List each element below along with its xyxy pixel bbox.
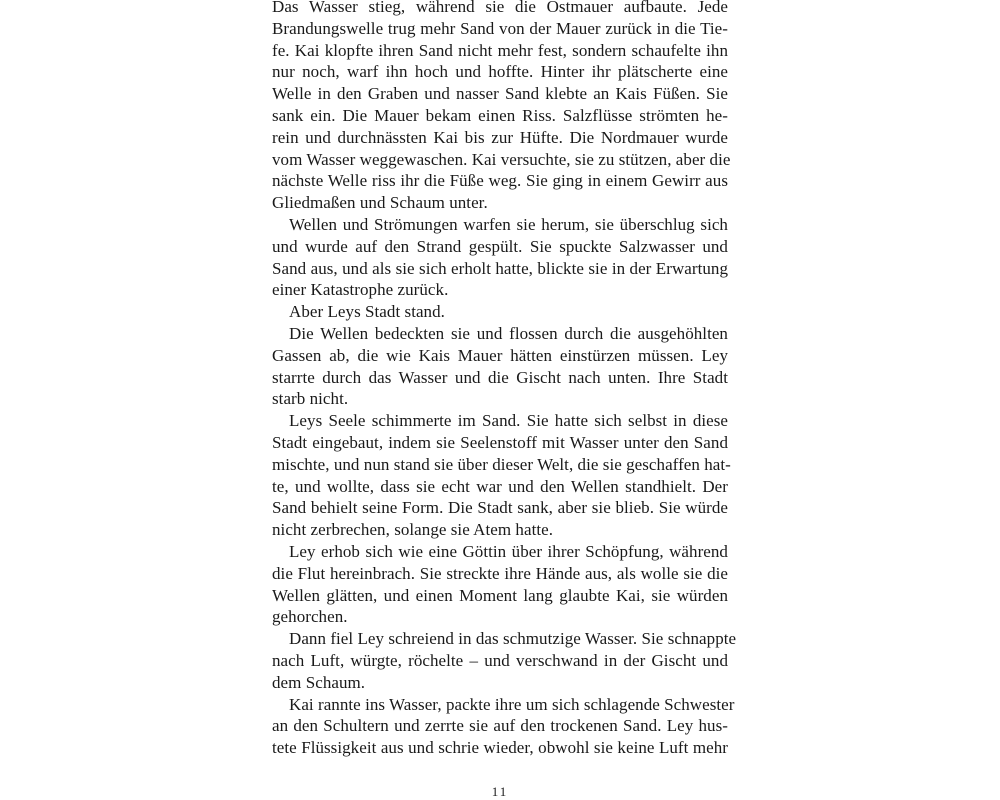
text-line: und wurde auf den Strand gespült. Sie spuckte Salzwasser und <box>272 236 728 256</box>
book-page <box>272 0 737 800</box>
text-line: vom Wasser weggewaschen. Kai versuchte, sie zu stützen, aber die <box>272 149 731 169</box>
text-line: die Flut hereinbrach. Sie streckte ihre Hände aus, als wolle sie die <box>272 563 728 583</box>
text-line: fe. Kai klopfte ihren Sand nicht mehr fest, sondern schaufelte ihn <box>272 40 728 60</box>
text-line: Wellen und Strömungen warfen sie herum, sie überschlug sich <box>289 214 728 234</box>
text-line: Aber Leys Stadt stand. <box>289 302 445 322</box>
text-line: Gassen ab, die wie Kais Mauer hätten einstürzen müssen. Ley <box>272 345 728 365</box>
text-line: Dann fiel Ley schreiend in das schmutzige Wasser. Sie schnappte <box>289 629 737 649</box>
text-line: Gliedmaßen und Schaum unter. <box>272 193 488 213</box>
text-line: Sand behielt seine Form. Die Stadt sank, aber sie blieb. Sie würde <box>272 498 728 518</box>
body-text <box>272 0 737 759</box>
text-line: sank ein. Die Mauer bekam einen Riss. Salzflüsse strömten he- <box>272 105 728 125</box>
text-line: starrte durch das Wasser und die Gischt nach unten. Ihre Stadt <box>272 367 728 387</box>
text-line: Leys Seele schimmerte im Sand. Sie hatte sich selbst in diese <box>289 411 728 431</box>
text-line: Ley erhob sich wie eine Göttin über ihrer Schöpfung, während <box>289 541 728 561</box>
text-line: Stadt eingebaut, indem sie Seelenstoff mit Wasser unter den Sand <box>272 432 728 452</box>
page-number: 11 <box>491 784 509 799</box>
text-line: Brandungswelle trug mehr Sand von der Mauer zurück in die Tie- <box>272 18 728 38</box>
text-line: gehorchen. <box>272 607 348 627</box>
text-line: Wellen glätten, und einen Moment lang glaubte Kai, sie würden <box>272 585 728 605</box>
text-line: tete Flüssigkeit aus und schrie wieder, obwohl sie keine Luft mehr <box>272 738 728 758</box>
text-line: starb nicht. <box>272 389 349 409</box>
text-line: te, und wollte, dass sie echt war und den Wellen standhielt. Der <box>272 476 728 496</box>
text-line: Das Wasser stieg, während sie die Ostmauer aufbaute. Jede <box>272 0 728 16</box>
text-line: an den Schultern und zerrte sie auf den trockenen Sand. Ley hus- <box>272 716 728 736</box>
text-line: mischte, und nun stand sie über dieser Welt, die sie geschaffen hat- <box>272 454 731 474</box>
text-line: nur noch, warf ihn hoch und hoffte. Hinter ihr plätscherte eine <box>272 62 728 82</box>
text-line: Welle in den Graben und nasser Sand klebte an Kais Füßen. Sie <box>272 84 728 104</box>
text-line: dem Schaum. <box>272 672 366 692</box>
text-line: Kai rannte ins Wasser, packte ihre um sich schlagende Schwester <box>289 694 735 714</box>
text-line: Die Wellen bedeckten sie und flossen durch die ausgehöhlten <box>289 323 728 343</box>
text-line: einer Katastrophe zurück. <box>272 280 449 300</box>
text-line: nicht zerbrechen, solange sie Atem hatte. <box>272 520 554 540</box>
text-line: nach Luft, würgte, röchelte – und verschwand in der Gischt und <box>272 650 728 670</box>
text-line: nächste Welle riss ihr die Füße weg. Sie ging in einem Gewirr aus <box>272 171 728 191</box>
text-line: rein und durchnässten Kai bis zur Hüfte. Die Nordmauer wurde <box>272 127 728 147</box>
text-line: Sand aus, und als sie sich erholt hatte, blickte sie in der Erwartung <box>272 258 728 278</box>
